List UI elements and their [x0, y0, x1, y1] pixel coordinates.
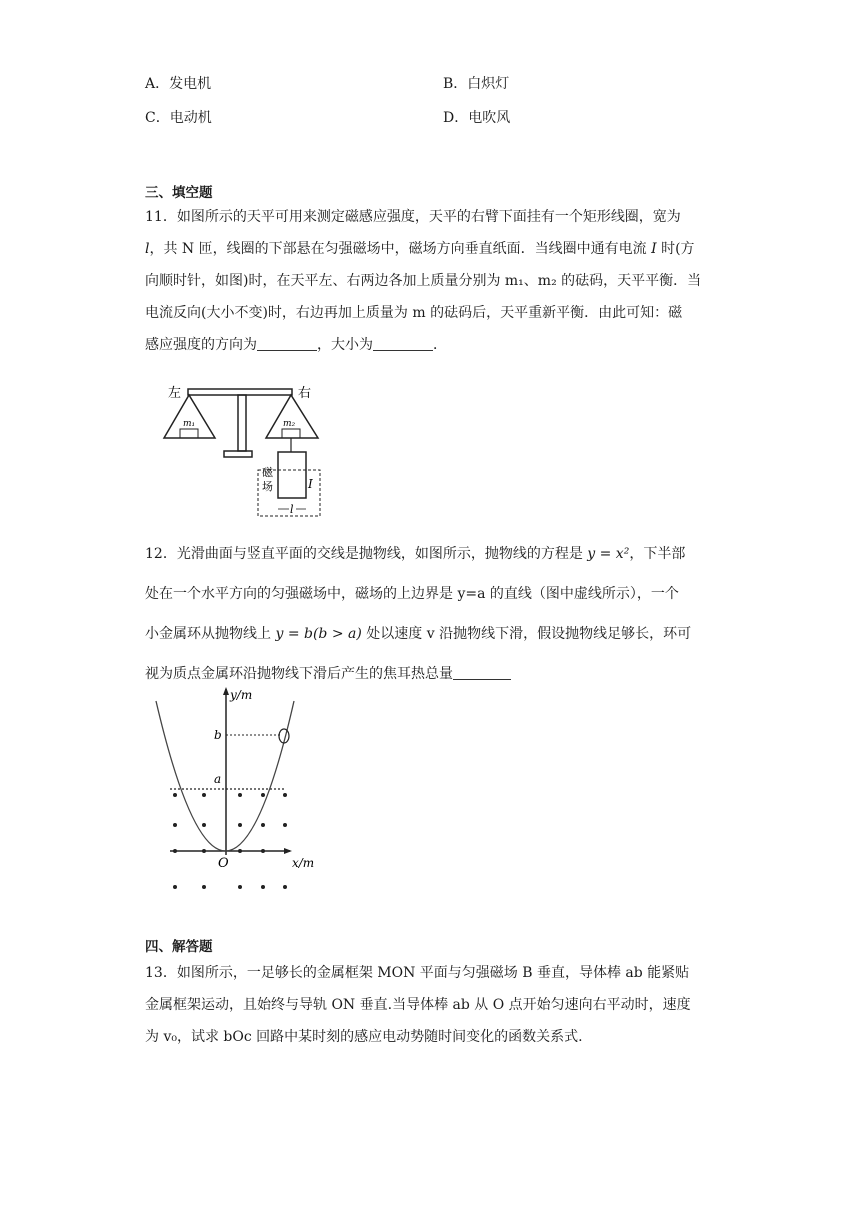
m2-label: m₂ [283, 419, 296, 429]
balance-beam [188, 389, 292, 395]
q12-line-3b: 处以速度 v 沿抛物线下滑，假设抛物线足够长，环可 [361, 626, 692, 642]
q11-line-5 [145, 329, 715, 361]
width-label: l [290, 503, 294, 516]
section-title-solve: 四、解答题 [145, 939, 213, 955]
q12-line-3a: 小金属环从抛物线上 [145, 626, 276, 642]
option-c: C．电动机 [145, 110, 212, 126]
option-b: B．白炽灯 [443, 76, 510, 92]
balance-base [224, 451, 252, 457]
balance-stand [238, 395, 246, 451]
y-axis-arrow [223, 687, 229, 695]
q11-line-4: 电流反向(大小不变)时，右边再加上质量为 m 的砝码后，天平重新平衡．由此可知：磁 [145, 305, 683, 321]
question-12-text [145, 534, 715, 694]
q12-line-2: 处在一个水平方向的匀强磁场中，磁场的上边界是 y=a 的直线（图中虚线所示），一个 [145, 586, 679, 602]
answer-blank-heat[interactable] [453, 665, 511, 680]
answer-blank-direction[interactable] [257, 336, 317, 351]
origin-label: O [218, 856, 229, 871]
question-13-text [145, 957, 715, 1053]
field-label-1: 磁 [262, 466, 273, 479]
m1-label: m₁ [183, 419, 196, 429]
q12-line-1a: 12．光滑曲面与竖直平面的交线是抛物线，如图所示，抛物线的方程是 [145, 546, 588, 562]
q11-line-2-end: 时(方 [656, 241, 695, 257]
q11-blank-2-label: ，大小为 [317, 337, 373, 353]
coil [278, 452, 306, 498]
question-11-text [145, 201, 715, 361]
q11-period: ． [433, 337, 447, 353]
section-title-fill-blank: 三、填空题 [145, 185, 213, 201]
q13-line-1: 13．如图所示，一足够长的金属框架 MON 平面与匀强磁场 B 垂直，导体棒 ab 能紧贴 [145, 965, 690, 981]
q11-line-2-text: ，共 N 匝，线圈的下部悬在匀强磁场中，磁场方向垂直纸面．当线圈中通有电流 [149, 241, 652, 257]
answer-blank-magnitude[interactable] [373, 336, 433, 351]
right-pan [266, 395, 318, 438]
q13-line-3: 为 v₀，试求 bOc 回路中某时刻的感应电动势随时间变化的函数关系式. [145, 1029, 583, 1045]
right-label: 右 [298, 386, 312, 401]
q11-blank-1-label: 感应强度的方向为 [145, 337, 257, 353]
parabola-figure [150, 685, 320, 895]
b-label: b [214, 728, 222, 742]
left-pan [164, 395, 215, 438]
field-label-2: 场 [262, 480, 273, 493]
q12-line-4-text: 视为质点金属环沿抛物线下滑后产生的焦耳热总量 [145, 666, 453, 682]
x-axis-arrow [284, 848, 292, 854]
option-d: D．电吹风 [443, 110, 511, 126]
magnetic-field-dots [173, 793, 287, 889]
weight-m2 [282, 429, 300, 438]
a-label: a [214, 772, 222, 786]
y-axis-label: y/m [230, 688, 253, 702]
q12-line-3 [145, 614, 715, 654]
q11-line-3: 向顺时针，如图)时，在天平左、右两边各加上质量分别为 m₁、m₂ 的砝码，天平平衡．当 [145, 273, 702, 289]
q11-line-1: 11．如图所示的天平可用来测定磁感应强度，天平的右臂下面挂有一个矩形线圈，宽为 [145, 209, 681, 225]
q13-line-2: 金属框架运动，且始终与导轨 ON 垂直.当导体棒 ab 从 O 点开始匀速向右平动时，速度 [145, 997, 691, 1013]
balance-figure [158, 380, 328, 520]
equation-start-height: y = b(b > a) [275, 626, 362, 642]
left-label: 左 [168, 386, 182, 401]
weight-m1 [180, 429, 198, 438]
x-axis-label: x/m [292, 856, 315, 870]
q11-line-2 [145, 233, 715, 265]
q12-line-1 [145, 534, 715, 574]
q12-line-1b: ，下半部 [629, 546, 686, 562]
q11-var-i: I [651, 241, 657, 257]
option-a: A．发电机 [145, 76, 212, 92]
q11-var-l: l [145, 241, 150, 257]
equation-parabola: y = x² [587, 546, 630, 562]
current-label: I [308, 477, 313, 491]
parabola-curve [156, 701, 294, 851]
